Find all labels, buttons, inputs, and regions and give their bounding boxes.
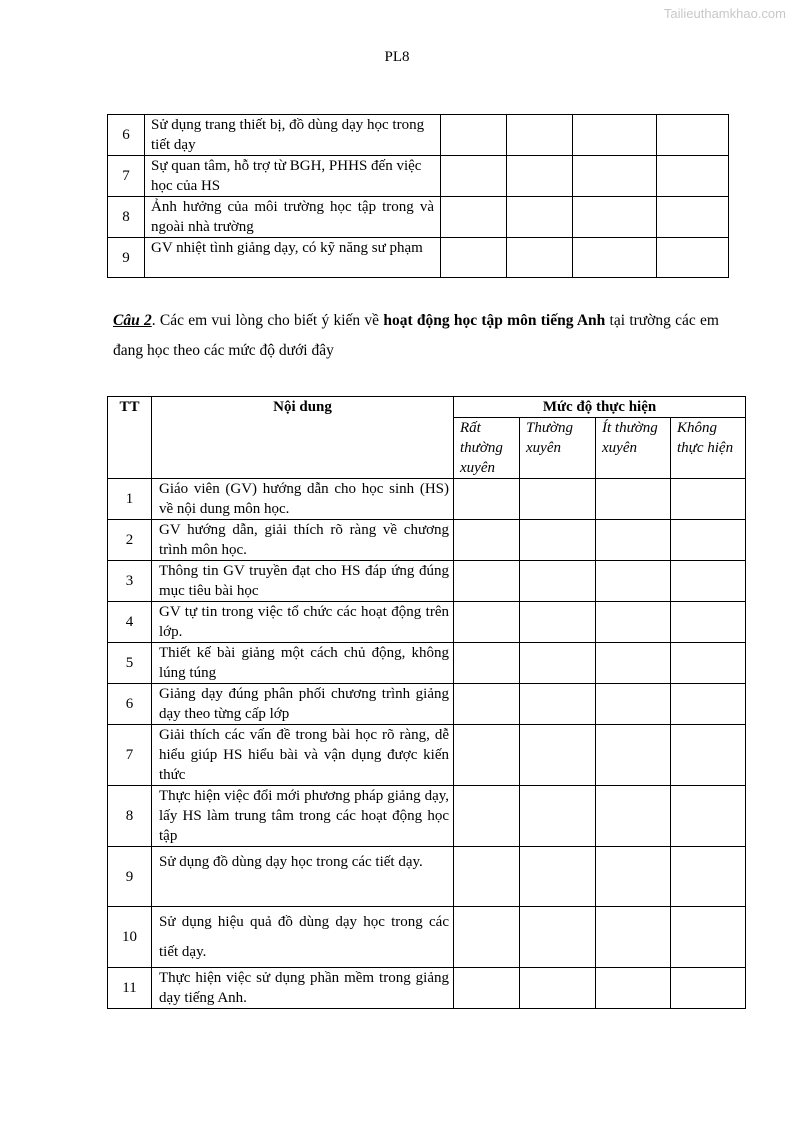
rating-cell[interactable] (520, 643, 596, 684)
rating-cell[interactable] (596, 786, 671, 847)
row-number: 8 (108, 786, 152, 847)
rating-cell[interactable] (671, 520, 746, 561)
rating-cell[interactable] (596, 602, 671, 643)
rating-cell[interactable] (671, 479, 746, 520)
row-number: 7 (108, 156, 145, 197)
rating-cell[interactable] (657, 238, 729, 278)
row-number: 9 (108, 847, 152, 907)
rating-cell[interactable] (520, 520, 596, 561)
rating-cell[interactable] (454, 907, 520, 968)
rating-cell[interactable] (596, 561, 671, 602)
table-row (108, 786, 746, 847)
row-number: 2 (108, 520, 152, 561)
table-row (108, 479, 746, 520)
rating-cell[interactable] (596, 907, 671, 968)
level-very-often: Rất thường xuyên (454, 418, 520, 479)
row-content: Thiết kế bài giảng một cách chủ động, không lúng túng (152, 643, 454, 684)
table-row (108, 238, 729, 278)
row-number: 4 (108, 602, 152, 643)
level-often: Thường xuyên (520, 418, 596, 479)
row-content: Sử dụng trang thiết bị, đồ dùng dạy học trong tiết dạy (145, 115, 441, 156)
row-content: Thông tin GV truyền đạt cho HS đáp ứng đúng mục tiêu bài học (152, 561, 454, 602)
rating-cell[interactable] (671, 561, 746, 602)
page-label: PL8 (384, 49, 410, 65)
rating-cell[interactable] (596, 684, 671, 725)
rating-cell[interactable] (507, 197, 573, 238)
rating-cell[interactable] (671, 602, 746, 643)
table-row (108, 561, 746, 602)
table-row (108, 156, 729, 197)
rating-cell[interactable] (596, 479, 671, 520)
rating-cell[interactable] (596, 968, 671, 1009)
rating-cell[interactable] (573, 156, 657, 197)
rating-cell[interactable] (573, 115, 657, 156)
rating-cell[interactable] (454, 968, 520, 1009)
table-row (108, 907, 746, 968)
rating-cell[interactable] (520, 684, 596, 725)
rating-cell[interactable] (454, 479, 520, 520)
header-tt: TT (108, 397, 152, 479)
rating-cell[interactable] (671, 786, 746, 847)
row-content: Sử dụng đồ dùng dạy học trong các tiết dạy. (152, 847, 454, 907)
row-content: Giáo viên (GV) hướng dẫn cho học sinh (HS) về nội dung môn học. (152, 479, 454, 520)
rating-cell[interactable] (520, 479, 596, 520)
rating-cell[interactable] (671, 968, 746, 1009)
rating-cell[interactable] (520, 847, 596, 907)
header-content: Nội dung (152, 397, 454, 479)
level-never: Không thực hiện (671, 418, 746, 479)
rating-cell[interactable] (520, 561, 596, 602)
row-content: Ảnh hưởng của môi trường học tập trong và ngoài nhà trường (145, 197, 441, 238)
rating-cell[interactable] (454, 725, 520, 786)
rating-cell[interactable] (596, 520, 671, 561)
rating-cell[interactable] (454, 561, 520, 602)
rating-cell[interactable] (671, 725, 746, 786)
rating-cell[interactable] (671, 643, 746, 684)
rating-cell[interactable] (520, 907, 596, 968)
level-rarely: Ít thường xuyên (596, 418, 671, 479)
question-emphasis: hoạt động học tập môn tiếng Anh (383, 312, 606, 329)
row-number: 7 (108, 725, 152, 786)
rating-cell[interactable] (454, 643, 520, 684)
rating-cell[interactable] (507, 156, 573, 197)
rating-cell[interactable] (671, 907, 746, 968)
rating-cell[interactable] (454, 847, 520, 907)
rating-cell[interactable] (520, 602, 596, 643)
row-number: 10 (108, 907, 152, 968)
table-row (108, 725, 746, 786)
rating-cell[interactable] (454, 602, 520, 643)
rating-cell[interactable] (441, 156, 507, 197)
question-text: . Các em vui lòng cho biết ý kiến về (151, 312, 384, 329)
row-number: 5 (108, 643, 152, 684)
row-number: 1 (108, 479, 152, 520)
row-content: GV nhiệt tình giảng dạy, có kỹ năng sư phạm (145, 238, 441, 278)
rating-cell[interactable] (507, 238, 573, 278)
question-text-end: tại trường các em đang học theo các mức độ dưới đây (113, 312, 719, 359)
table-row (108, 602, 746, 643)
question-2 (113, 306, 719, 366)
rating-cell[interactable] (520, 725, 596, 786)
rating-cell[interactable] (441, 115, 507, 156)
rating-cell[interactable] (671, 847, 746, 907)
row-content: Giải thích các vấn đề trong bài học rõ ràng, dễ hiểu giúp HS hiểu bài và vận dụng được kiến thức (152, 725, 454, 786)
row-number: 9 (108, 238, 145, 278)
question-label: Câu 2 (113, 312, 152, 329)
rating-cell[interactable] (596, 847, 671, 907)
row-content: Sự quan tâm, hỗ trợ từ BGH, PHHS đến việc học của HS (145, 156, 441, 197)
rating-cell[interactable] (657, 197, 729, 238)
rating-cell[interactable] (441, 197, 507, 238)
row-number: 8 (108, 197, 145, 238)
rating-cell[interactable] (441, 238, 507, 278)
row-content: Thực hiện việc sử dụng phần mềm trong giảng dạy tiếng Anh. (152, 968, 454, 1009)
row-number: 6 (108, 115, 145, 156)
row-content: Thực hiện việc đổi mới phương pháp giảng dạy, lấy HS làm trung tâm trong các hoạt động học tập (152, 786, 454, 847)
rating-cell[interactable] (520, 786, 596, 847)
rating-cell[interactable] (657, 156, 729, 197)
row-number: 11 (108, 968, 152, 1009)
table-row (108, 643, 746, 684)
watermark: Tailieuthamkhao.com (663, 6, 786, 21)
row-content: Giảng dạy đúng phân phối chương trình giảng dạy theo từng cấp lớp (152, 684, 454, 725)
rating-cell[interactable] (671, 684, 746, 725)
rating-cell[interactable] (596, 725, 671, 786)
row-content: GV tự tin trong việc tổ chức các hoạt động trên lớp. (152, 602, 454, 643)
rating-cell[interactable] (520, 968, 596, 1009)
rating-cell[interactable] (454, 684, 520, 725)
row-number: 3 (108, 561, 152, 602)
table-row (108, 684, 746, 725)
row-content: GV hướng dẫn, giải thích rõ ràng về chương trình môn học. (152, 520, 454, 561)
table-row (108, 115, 729, 156)
survey-table-activities (107, 396, 746, 1009)
table-row (108, 847, 746, 907)
table-row (108, 520, 746, 561)
header-level: Mức độ thực hiện (454, 397, 746, 418)
table-row (108, 968, 746, 1009)
rating-cell[interactable] (454, 520, 520, 561)
survey-table-continued (107, 114, 729, 278)
rating-cell[interactable] (507, 115, 573, 156)
rating-cell[interactable] (454, 786, 520, 847)
row-content: Sử dụng hiệu quả đồ dùng dạy học trong các tiết dạy. (152, 907, 454, 968)
rating-cell[interactable] (596, 643, 671, 684)
rating-cell[interactable] (573, 197, 657, 238)
rating-cell[interactable] (657, 115, 729, 156)
rating-cell[interactable] (573, 238, 657, 278)
table-row (108, 197, 729, 238)
row-number: 6 (108, 684, 152, 725)
